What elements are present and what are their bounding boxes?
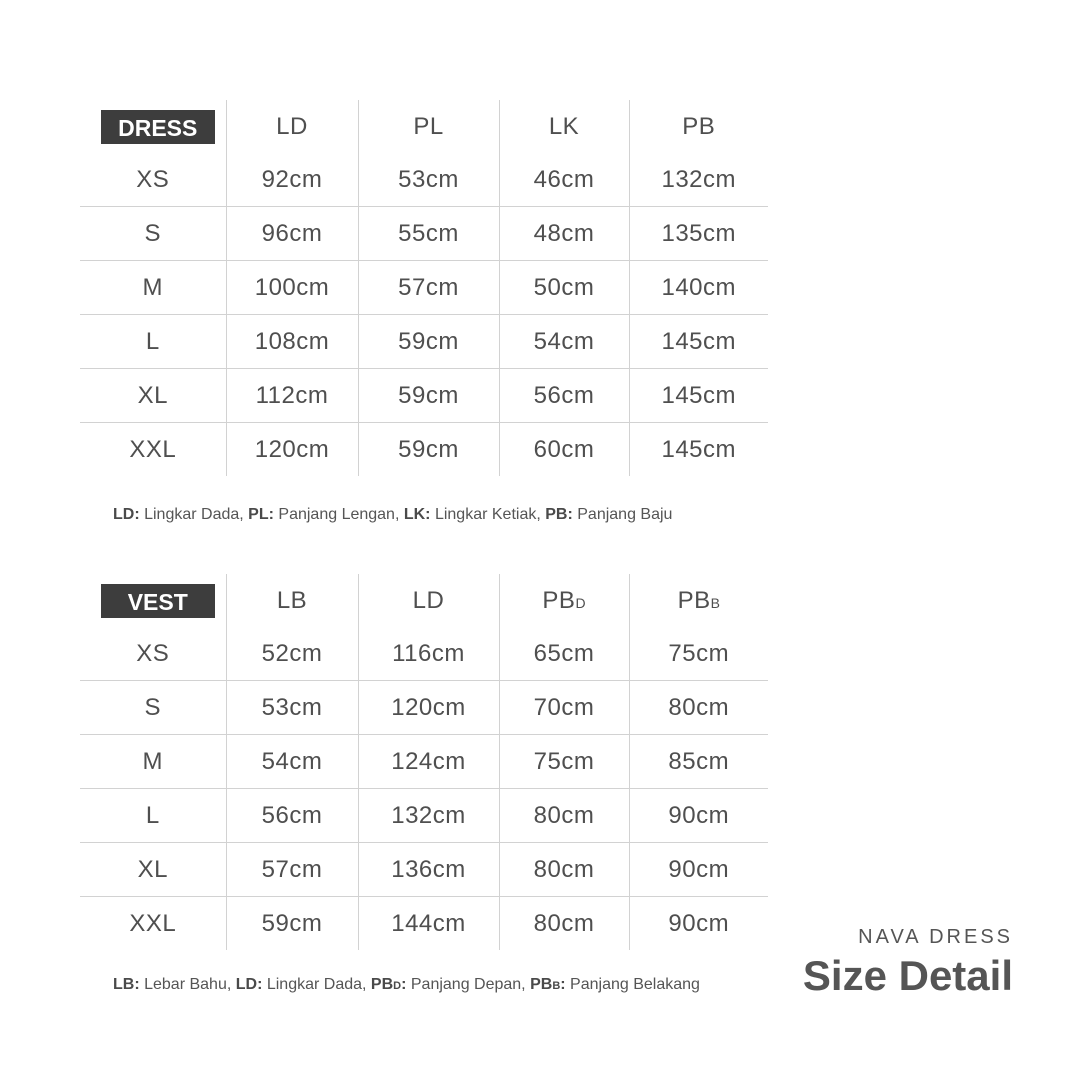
legend-abbr: PBD: [370, 976, 407, 993]
legend-abbr-sub: D [393, 980, 402, 992]
table-tag-cell [80, 100, 226, 153]
size-cell: XL [137, 855, 168, 883]
measurement-cell: 53cm [226, 681, 358, 735]
measurement-cell: 132cm [358, 789, 499, 843]
measurement-cell: 90cm [629, 843, 768, 897]
measurement-cell: 145cm [629, 369, 768, 423]
page-title: Size Detail [802, 952, 1013, 999]
size-cell: S [144, 219, 161, 247]
measurement-cell: 92cm [226, 153, 358, 207]
measurement-cell: 46cm [499, 153, 629, 207]
table-row [80, 207, 768, 261]
dress-tag: DRESS [101, 110, 215, 144]
vest-legend [113, 976, 700, 994]
column-header: LD [226, 100, 358, 153]
legend-text: Panjang Belakang [565, 976, 700, 993]
measurement-cell: 85cm [629, 735, 768, 789]
size-cell: M [142, 747, 163, 775]
legend-text: Lingkar Dada, [262, 976, 371, 993]
size-cell: L [145, 327, 160, 355]
legend-abbr: LD: [113, 506, 140, 523]
measurement-cell: 144cm [358, 897, 499, 951]
vest-tag: VEST [101, 584, 215, 618]
measurement-cell: 100cm [226, 261, 358, 315]
measurement-cell: 54cm [499, 315, 629, 369]
brand-name: NAVA DRESS [858, 926, 1013, 948]
legend-abbr: PL: [248, 506, 274, 523]
measurement-cell: 56cm [499, 369, 629, 423]
measurement-cell: 140cm [629, 261, 768, 315]
measurement-cell: 120cm [358, 681, 499, 735]
legend-text: Panjang Depan, [406, 976, 531, 993]
legend-abbr: PB: [545, 506, 573, 523]
measurement-cell: 90cm [629, 897, 768, 951]
dress-legend [113, 506, 672, 524]
size-cell: XL [137, 381, 168, 409]
column-header: PL [358, 100, 499, 153]
table-row [80, 681, 768, 735]
column-header: LD [358, 574, 499, 627]
column-header: PBD [499, 574, 629, 627]
size-cell: XS [136, 639, 170, 667]
measurement-cell: 80cm [629, 681, 768, 735]
table-row [80, 897, 768, 951]
table-row [80, 843, 768, 897]
column-header: LB [226, 574, 358, 627]
measurement-cell: 59cm [358, 315, 499, 369]
measurement-cell: 59cm [358, 369, 499, 423]
measurement-cell: 132cm [629, 153, 768, 207]
column-header: LK [499, 100, 629, 153]
measurement-cell: 75cm [629, 627, 768, 681]
measurement-cell: 57cm [226, 843, 358, 897]
measurement-cell: 80cm [499, 789, 629, 843]
measurement-cell: 96cm [226, 207, 358, 261]
legend-abbr: LD: [235, 976, 263, 993]
table-row [80, 627, 768, 681]
measurement-cell: 48cm [499, 207, 629, 261]
measurement-cell: 108cm [226, 315, 358, 369]
size-cell: M [142, 273, 163, 301]
legend-text: Lingkar Ketiak, [430, 506, 546, 523]
measurement-cell: 116cm [358, 627, 499, 681]
table-row [80, 735, 768, 789]
dress-size-table [80, 100, 768, 476]
vest-size-table [80, 574, 768, 950]
measurement-cell: 145cm [629, 315, 768, 369]
measurement-cell: 50cm [499, 261, 629, 315]
measurement-cell: 80cm [499, 897, 629, 951]
measurement-cell: 75cm [499, 735, 629, 789]
measurement-cell: 59cm [226, 897, 358, 951]
size-cell: XS [136, 165, 170, 193]
column-header: PBB [629, 574, 768, 627]
measurement-cell: 120cm [226, 423, 358, 477]
legend-abbr: LB: [113, 976, 140, 993]
size-cell: S [144, 693, 161, 721]
measurement-cell: 54cm [226, 735, 358, 789]
measurement-cell: 112cm [226, 369, 358, 423]
measurement-cell: 52cm [226, 627, 358, 681]
measurement-cell: 57cm [358, 261, 499, 315]
table-row [80, 153, 768, 207]
table-row [80, 369, 768, 423]
measurement-cell: 53cm [358, 153, 499, 207]
table-row [80, 789, 768, 843]
table-row [80, 423, 768, 477]
measurement-cell: 55cm [358, 207, 499, 261]
legend-text: Panjang Lengan, [273, 506, 404, 523]
size-cell: XXL [129, 435, 177, 463]
legend-abbr-sub: B [552, 980, 561, 992]
table-row [80, 261, 768, 315]
measurement-cell: 136cm [358, 843, 499, 897]
measurement-cell: 60cm [499, 423, 629, 477]
measurement-cell: 70cm [499, 681, 629, 735]
legend-text: Panjang Baju [572, 506, 673, 523]
legend-text: Lebar Bahu, [139, 976, 236, 993]
measurement-cell: 65cm [499, 627, 629, 681]
size-cell: XXL [129, 909, 177, 937]
legend-abbr: PBB: [530, 976, 566, 993]
table-row [80, 315, 768, 369]
size-cell: L [145, 801, 160, 829]
table-tag-cell [80, 574, 226, 627]
table-header-row [80, 100, 768, 153]
measurement-cell: 135cm [629, 207, 768, 261]
measurement-cell: 80cm [499, 843, 629, 897]
measurement-cell: 59cm [358, 423, 499, 477]
table-header-row [80, 574, 768, 627]
column-header: PB [629, 100, 768, 153]
legend-text: Lingkar Dada, [139, 506, 249, 523]
legend-abbr: LK: [403, 506, 431, 523]
measurement-cell: 124cm [358, 735, 499, 789]
measurement-cell: 56cm [226, 789, 358, 843]
measurement-cell: 90cm [629, 789, 768, 843]
measurement-cell: 145cm [629, 423, 768, 477]
